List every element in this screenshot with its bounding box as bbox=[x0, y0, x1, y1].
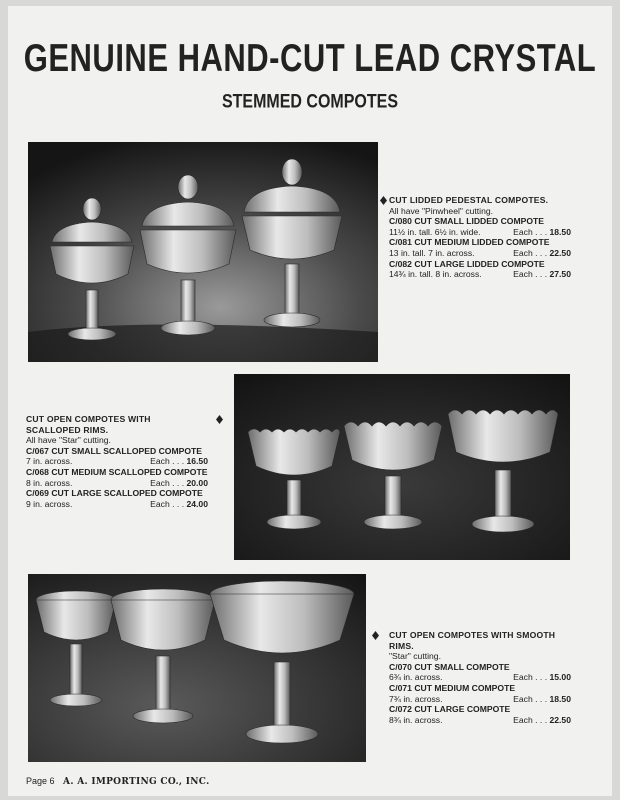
item-detail-row: 13 in. tall. 7 in. across. Each . . . 22.50 bbox=[389, 247, 571, 258]
diamond-bullet-icon bbox=[380, 196, 387, 205]
diamond-bullet-icon bbox=[216, 415, 223, 424]
item-title: C/068 CUT MEDIUM SCALLOPED COMPOTE bbox=[26, 466, 208, 477]
section-note: "Star" cutting. bbox=[389, 651, 441, 662]
item-detail-row: 14¾ in. tall. 8 in. across. Each . . . 27.50 bbox=[389, 269, 571, 280]
item-detail-row: 9 in. across. Each . . . 24.00 bbox=[26, 498, 208, 509]
scalloped-compotes-block bbox=[26, 414, 208, 509]
section-heading: CUT OPEN COMPOTES WITH SCALLOPED RIMS. bbox=[26, 414, 151, 435]
item-price: 18.50 bbox=[549, 693, 571, 704]
section-heading: CUT OPEN COMPOTES WITH SMOOTH RIMS. bbox=[389, 630, 556, 651]
company-name: A. A. IMPORTING CO., INC. bbox=[63, 777, 210, 787]
item-title: C/072 CUT LARGE COMPOTE bbox=[389, 704, 511, 715]
item-price: 22.50 bbox=[549, 714, 571, 725]
item-title: C/070 CUT SMALL COMPOTE bbox=[389, 661, 510, 672]
smooth-compotes-block bbox=[389, 630, 571, 725]
item-price: 27.50 bbox=[549, 269, 571, 280]
item-title: C/080 CUT SMALL LIDDED COMPOTE bbox=[389, 216, 545, 227]
item-price: 18.50 bbox=[549, 226, 571, 237]
section-note: All have "Pinwheel" cutting. bbox=[389, 205, 494, 216]
photo-lidded-compotes bbox=[28, 142, 378, 362]
photo-smooth-compotes bbox=[28, 574, 366, 762]
item-title: C/081 CUT MEDIUM LIDDED COMPOTE bbox=[389, 237, 550, 248]
item-detail-row: 7¾ in. across. Each . . . 18.50 bbox=[389, 693, 571, 704]
item-title: C/082 CUT LARGE LIDDED COMPOTE bbox=[389, 258, 545, 269]
page-number: Page 6 bbox=[26, 776, 55, 786]
item-price: 16.50 bbox=[186, 456, 208, 467]
item-price: 15.00 bbox=[549, 672, 571, 683]
section-note: All have "Star" cutting. bbox=[26, 435, 111, 446]
item-price: 20.00 bbox=[186, 477, 208, 488]
item-price: 24.00 bbox=[186, 498, 208, 509]
lidded-compotes-block bbox=[389, 195, 571, 280]
diamond-bullet-icon bbox=[372, 631, 379, 640]
item-detail-row: 11½ in. tall. 6½ in. wide. Each . . . 18.50 bbox=[389, 226, 571, 237]
page-title: GENUINE HAND-CUT LEAD CRYSTAL bbox=[23, 36, 597, 80]
section-heading: CUT LIDDED PEDESTAL COMPOTES. bbox=[389, 195, 549, 205]
photo-scalloped-compotes bbox=[234, 374, 570, 560]
item-detail-row: 8¾ in. across. Each . . . 22.50 bbox=[389, 714, 571, 725]
page-subtitle: STEMMED COMPOTES bbox=[221, 92, 398, 113]
item-detail-row: 8 in. across. Each . . . 20.00 bbox=[26, 477, 208, 488]
item-price: 22.50 bbox=[549, 247, 571, 258]
page-footer bbox=[26, 776, 210, 787]
item-title: C/069 CUT LARGE SCALLOPED COMPOTE bbox=[26, 488, 203, 499]
item-detail-row: 6¾ in. across. Each . . . 15.00 bbox=[389, 672, 571, 683]
item-title: C/067 CUT SMALL SCALLOPED COMPOTE bbox=[26, 445, 203, 456]
item-detail-row: 7 in. across. Each . . . 16.50 bbox=[26, 456, 208, 467]
item-title: C/071 CUT MEDIUM COMPOTE bbox=[389, 682, 516, 693]
